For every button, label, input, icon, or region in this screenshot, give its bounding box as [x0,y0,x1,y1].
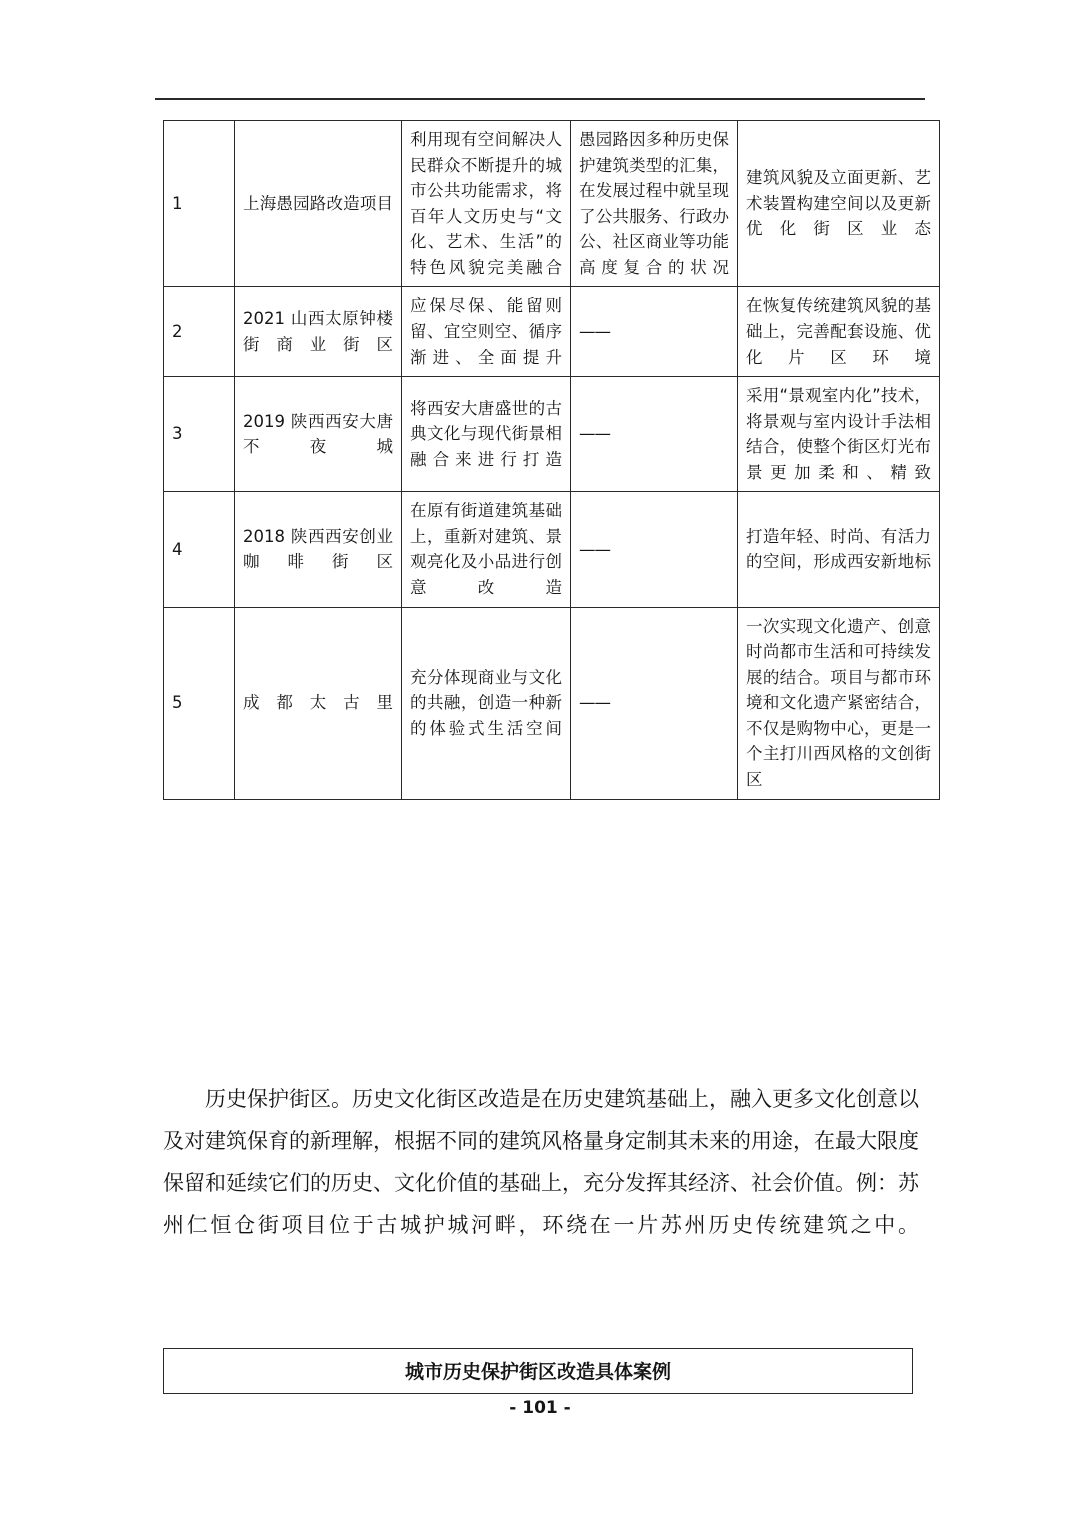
row-index: 5 [164,607,235,799]
row-background: —— [571,377,738,492]
row-project-name: 成都太古里 [235,607,402,799]
row-background: —— [571,492,738,607]
row-feature: 采用“景观室内化”技术，将景观与室内设计手法相结合，使整个街区灯光布景更加柔和、精致 [738,377,940,492]
case-table [163,120,940,800]
row-feature: 建筑风貌及立面更新、艺术装置构建空间以及更新优化街区业态 [738,121,940,287]
row-feature: 在恢复传统建筑风貌的基础上，完善配套设施、优化片区环境 [738,287,940,377]
table-row [164,607,940,799]
row-index: 1 [164,121,235,287]
row-index: 2 [164,287,235,377]
table-body [164,121,940,800]
row-index: 3 [164,377,235,492]
row-feature: 打造年轻、时尚、有活力的空间，形成西安新地标 [738,492,940,607]
body-paragraph: 历史保护街区。历史文化街区改造是在历史建筑基础上，融入更多文化创意以及对建筑保育的新理解，根据不同的建筑风格量身定制其未来的用途，在最大限度保留和延续它们的历史、文化价值的基础上，充分发挥其经济、社会价值。例：苏州仁恒仓街项目位于古城护城河畔，环绕在一片苏州历史传统建筑之中。 [163,1087,919,1237]
row-project-name: 2018 陕西西安创业咖啡街区 [235,492,402,607]
table-row [164,121,940,287]
row-index: 4 [164,492,235,607]
table-row [164,287,940,377]
row-background: —— [571,607,738,799]
row-background: —— [571,287,738,377]
page-number: - 101 - [509,1398,571,1418]
row-approach: 利用现有空间解决人民群众不断提升的城市公共功能需求，将百年人文历史与“文化、艺术、生活”的特色风貌完美融合 [402,121,571,287]
table-row [164,492,940,607]
table-row [164,377,940,492]
table-caption: 城市历史保护街区改造具体案例 [163,1348,913,1394]
row-approach: 应保尽保、能留则留、宜空则空、循序渐进、全面提升 [402,287,571,377]
row-feature: 一次实现文化遗产、创意时尚都市生活和可持续发展的结合。项目与都市环境和文化遗产紧密结合，不仅是购物中心，更是一个主打川西风格的文创街区 [738,607,940,799]
row-background: 愚园路因多种历史保护建筑类型的汇集，在发展过程中就呈现了公共服务、行政办公、社区商业等功能高度复合的状况 [571,121,738,287]
row-project-name: 2021 山西太原钟楼街商业街区 [235,287,402,377]
row-project-name: 上海愚园路改造项目 [235,121,402,287]
header-rule [155,98,925,100]
row-approach: 在原有街道建筑基础上，重新对建筑、景观亮化及小品进行创意改造 [402,492,571,607]
row-project-name: 2019 陕西西安大唐不夜城 [235,377,402,492]
row-approach: 充分体现商业与文化的共融，创造一种新的体验式生活空间 [402,607,571,799]
row-approach: 将西安大唐盛世的古典文化与现代街景相融合来进行打造 [402,377,571,492]
